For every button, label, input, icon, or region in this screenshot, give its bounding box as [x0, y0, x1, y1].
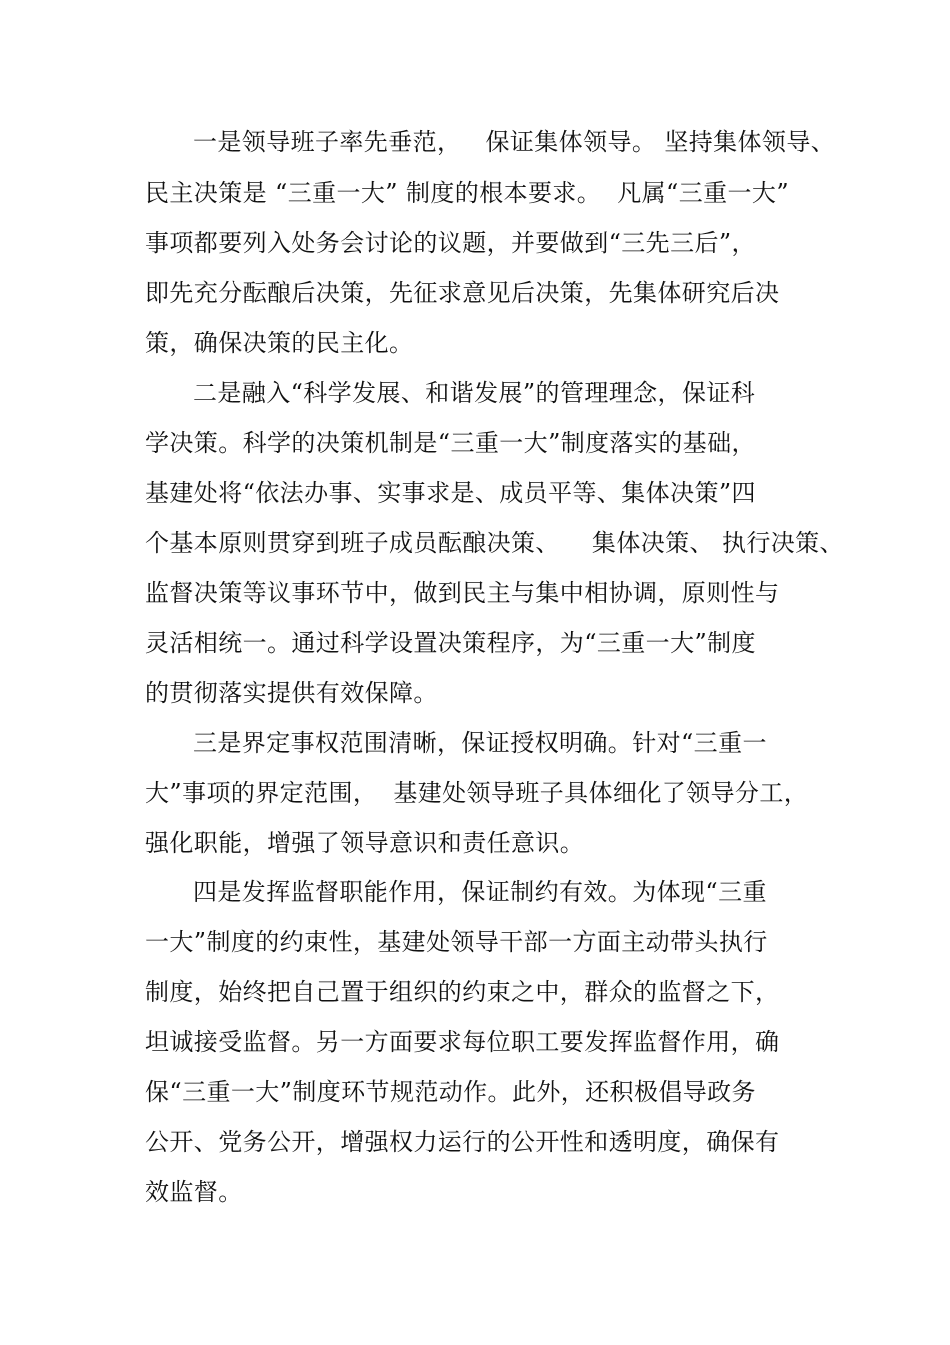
- text-line: 一大”制度的约束性，基建处领导干部一方面主动带头执行: [145, 928, 768, 956]
- text-line: 公开、党务公开，增强权力运行的公开性和透明度，确保有: [145, 1128, 780, 1156]
- text-line: 学决策。科学的决策机制是“三重一大”制度落实的基础，: [145, 429, 756, 457]
- text-line: 强化职能，增强了领导意识和责任意识。: [145, 829, 585, 857]
- text-line: 效监督。: [145, 1178, 243, 1206]
- text-line: 基建处将“依法办事、实事求是、成员平等、集体决策”四: [145, 479, 756, 507]
- text-line: 即先充分酝酿后决策，先征求意见后决策，先集体研究后决: [145, 279, 780, 307]
- text-line: 制度，始终把自己置于组织的约束之中，群众的监督之下，: [145, 978, 780, 1006]
- text-line: 策，确保决策的民主化。: [145, 329, 414, 357]
- text-line: 事项都要列入处务会讨论的议题，并要做到“三先三后”，: [145, 229, 756, 257]
- text-line: 的贯彻落实提供有效保障。: [145, 679, 438, 707]
- text-line: 灵活相统一。通过科学设置决策程序，为“三重一大”制度: [145, 629, 756, 657]
- text-line: 监督决策等议事环节中，做到民主与集中相协调，原则性与: [145, 579, 780, 607]
- text-line: 大”事项的界定范围， 基建处领导班子具体细化了领导分工，: [145, 779, 809, 807]
- text-line: 一是领导班子率先垂范， 保证集体领导。 坚持集体领导、: [193, 128, 836, 156]
- text-line: 保“三重一大”制度环节规范动作。此外，还积极倡导政务: [145, 1078, 756, 1106]
- text-line: 四是发挥监督职能作用，保证制约有效。为体现“三重: [193, 878, 767, 906]
- text-line: 坦诚接受监督。另一方面要求每位职工要发挥监督作用，确: [145, 1028, 780, 1056]
- text-line: 个基本原则贯穿到班子成员酝酿决策、 集体决策、 执行决策、: [145, 529, 844, 557]
- text-line: 三是界定事权范围清晰，保证授权明确。针对“三重一: [193, 729, 767, 757]
- text-line: 二是融入“科学发展、和谐发展”的管理理念，保证科: [193, 379, 756, 407]
- text-line: 民主决策是 “三重一大” 制度的根本要求。 凡属“三重一大”: [145, 179, 789, 207]
